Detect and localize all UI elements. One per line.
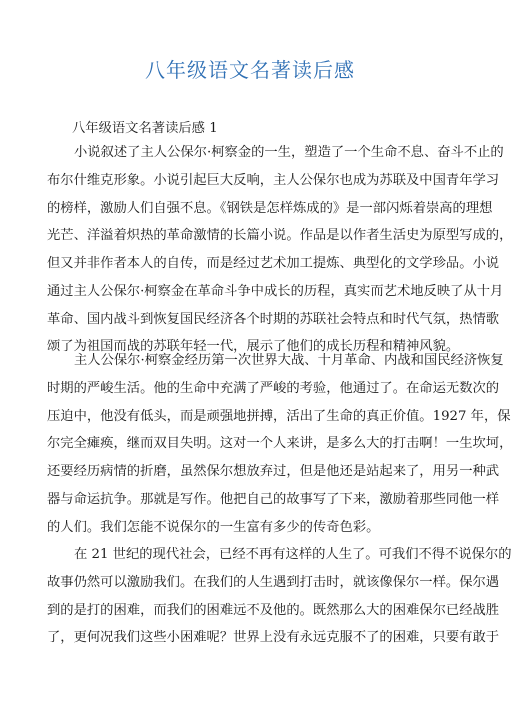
paragraph-line: 时期的严峻生活。他的生命中充满了严峻的考验，他通过了。在命运无数次的	[47, 380, 500, 396]
paragraph-3	[47, 541, 512, 652]
paragraph-line: 光芒、洋溢着炽热的革命激情的长篇小说。作品是以作者生活史为原型写成的，	[47, 228, 512, 244]
paragraph-line: 还要经历病情的折磨，虽然保尔想放弃过，但是他还是站起来了，用另一种武	[47, 464, 500, 479]
paragraph-line: 压迫中，他没有低头，而是顽强地拼搏，活出了生命的真正价值。1927 年，保	[47, 408, 511, 424]
paragraph-line: 的人们。我们怎能不说保尔的一生富有多少的传奇色彩。	[47, 519, 380, 535]
paragraph-line: 的榜样，激励人们自强不息。《钢铁是怎样炼成的》是一部闪烁着崇高的理想	[47, 200, 493, 216]
paragraph-line: 主人公保尔·柯察金经历第一次世界大战、十月革命、内战和国民经济恢复	[74, 353, 504, 368]
paragraph-line: 革命、国内战斗到恢复国民经济各个时期的苏联社会特点和时代气氛，热情歌	[47, 311, 500, 327]
paragraph-line: 尔完全瘫痪，继而双目失明。这对一个人来讲，是多么大的打击啊！一生坎坷，	[47, 436, 512, 452]
paragraph-line: 器与命运抗争。那就是写作。他把自己的故事写了下来，激励着那些同他一样	[47, 491, 500, 507]
paragraph-line: 颂了为祖国而战的苏联年轻一代，展示了他们的成长历程和精神风貌。	[47, 339, 460, 355]
paragraph-line: 了，更何况我们这些小困难呢？世界上没有永远克服不了的困难，只要有敢于	[47, 630, 500, 646]
paragraph-line: 通过主人公保尔·柯察金在革命斗争中成长的历程，真实而艺术地反映了从十月	[47, 283, 504, 299]
paragraph-line: 小说叙述了主人公保尔·柯察金的一生，塑造了一个生命不息、奋斗不止的	[74, 145, 504, 160]
paragraph-line: 故事仍然可以激励我们。在我们的人生遇到打击时，就该像保尔一样。保尔遇	[47, 574, 500, 590]
paragraph-line: 在 21 世纪的现代社会，已经不再有这样的人生了。可我们不得不说保尔的	[74, 547, 512, 562]
paragraph-line: 布尔什维克形象。小说引起巨大反响，主人公保尔也成为苏联及中国青年学习	[47, 172, 500, 188]
paragraph-line: 但又并非作者本人的自传，而是经过艺术加工提炼、典型化的文学珍品。小说	[47, 256, 500, 271]
section-heading: 八年级语文名著读后感 1	[72, 121, 218, 136]
document-title: 八年级语文名著读后感	[145, 58, 355, 82]
paragraph-line: 到的是打的困难，而我们的困难远不及他的。既然那么大的困难保尔已经战胜	[47, 602, 500, 618]
